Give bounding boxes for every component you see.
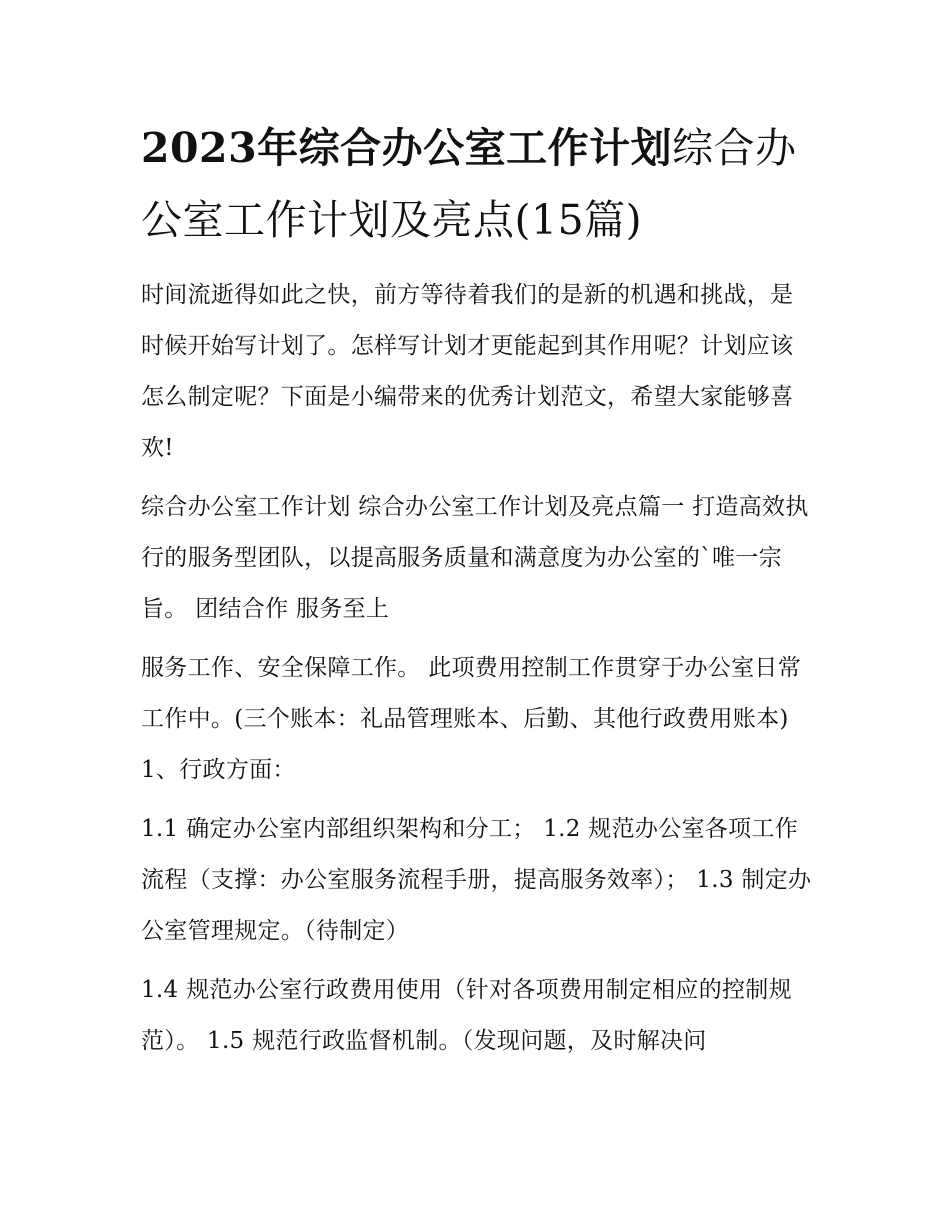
paragraph-services: 服务工作、安全保障工作。 此项费用控制工作贯穿于办公室日常工作中。(三个账本：礼品管理账本、后勤、其他行政费用账本) 1、行政方面： <box>141 655 802 783</box>
paragraph-item-1-1: 1.1 确定办公室内部组织架构和分工； 1.2 规范办公室各项工作流程（支撑：办公室服务流程手册，提高服务效率）； 1.3 制定办公室管理规定。（待制定） <box>141 816 812 944</box>
document-body <box>141 112 813 1075</box>
document-title <box>141 112 813 256</box>
paragraph-part-one: 综合办公室工作计划 综合办公室工作计划及亮点篇一 打造高效执行的服务型团队，以提高服务质量和满意度为办公室的`唯一宗旨。 团结合作 服务至上 <box>141 494 809 622</box>
title-rest: 综合办公室工作计划及亮点(15篇) <box>141 124 797 244</box>
paragraph-intro: 时间流逝得如此之快，前方等待着我们的是新的机遇和挑战，是时候开始写计划了。怎样写计划才更能起到其作用呢？计划应该怎么制定呢？下面是小编带来的优秀计划范文，希望大家能够喜欢! <box>141 282 794 461</box>
title-lead: 2023年综合办公室工作计划 <box>141 124 673 172</box>
paragraph-item-1-4: 1.4 规范办公室行政费用使用（针对各项费用制定相应的控制规范）。 1.5 规范行政监督机制。（发现问题，及时解决问 <box>141 977 792 1054</box>
